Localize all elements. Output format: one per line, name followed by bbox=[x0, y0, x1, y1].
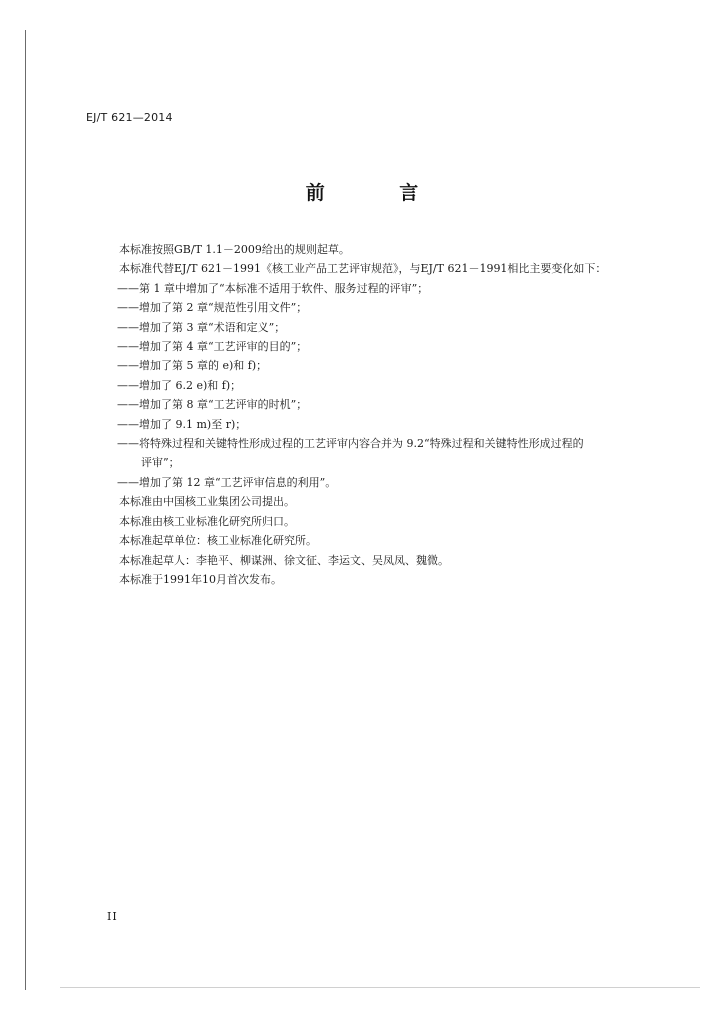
document-code: EJ/T 621—2014 bbox=[86, 111, 173, 124]
change-item: ——增加了第 12 章“工艺评审信息的利用”。 bbox=[117, 475, 337, 489]
paragraph-replaces-standard: 本标准代替EJ/T 621－1991《核工业产品工艺评审规范》，与EJ/T 621－1991相比主要变化如下： bbox=[119, 262, 607, 276]
binding-edge-line bbox=[25, 30, 26, 990]
bottom-edge-line bbox=[60, 987, 700, 988]
paragraph-centralized-by: 本标准由核工业标准化研究所归口。 bbox=[119, 514, 295, 528]
change-item: ——增加了第 2 章“规范性引用文件”； bbox=[117, 301, 308, 315]
change-item: ——增加了第 8 章“工艺评审的时机”； bbox=[117, 398, 308, 412]
paragraph-drafters: 本标准起草人：李艳平、柳谋洲、徐文征、李运文、吴凤凤、魏微。 bbox=[119, 553, 449, 567]
foreword-body bbox=[119, 240, 639, 589]
paragraph-proposed-by: 本标准由中国核工业集团公司提出。 bbox=[119, 495, 295, 509]
page-number: II bbox=[107, 910, 118, 923]
paragraph-drafting-rules: 本标准按照GB/T 1.1－2009给出的规则起草。 bbox=[119, 243, 350, 256]
change-item: ——增加了 9.1 m)至 r)； bbox=[117, 417, 247, 431]
change-item: ——第 1 章中增加了“本标准不适用于软件、服务过程的评审”； bbox=[117, 281, 429, 295]
change-item: ——增加了第 4 章“工艺评审的目的”； bbox=[117, 340, 308, 354]
page-title: 前 言 bbox=[305, 182, 453, 204]
paragraph-first-published: 本标准于1991年10月首次发布。 bbox=[119, 572, 282, 586]
change-item: ——增加了第 3 章“术语和定义”； bbox=[117, 320, 286, 334]
change-item-continuation: 评审”； bbox=[141, 456, 180, 470]
change-item: ——增加了 6.2 e)和 f)； bbox=[117, 378, 242, 392]
paragraph-drafting-unit: 本标准起草单位：核工业标准化研究所。 bbox=[119, 534, 317, 548]
change-item: ——将特殊过程和关键特性形成过程的工艺评审内容合并为 9.2“特殊过程和关键特性形成过程的 bbox=[117, 437, 584, 451]
change-item: ——增加了第 5 章的 e)和 f)； bbox=[117, 359, 268, 373]
